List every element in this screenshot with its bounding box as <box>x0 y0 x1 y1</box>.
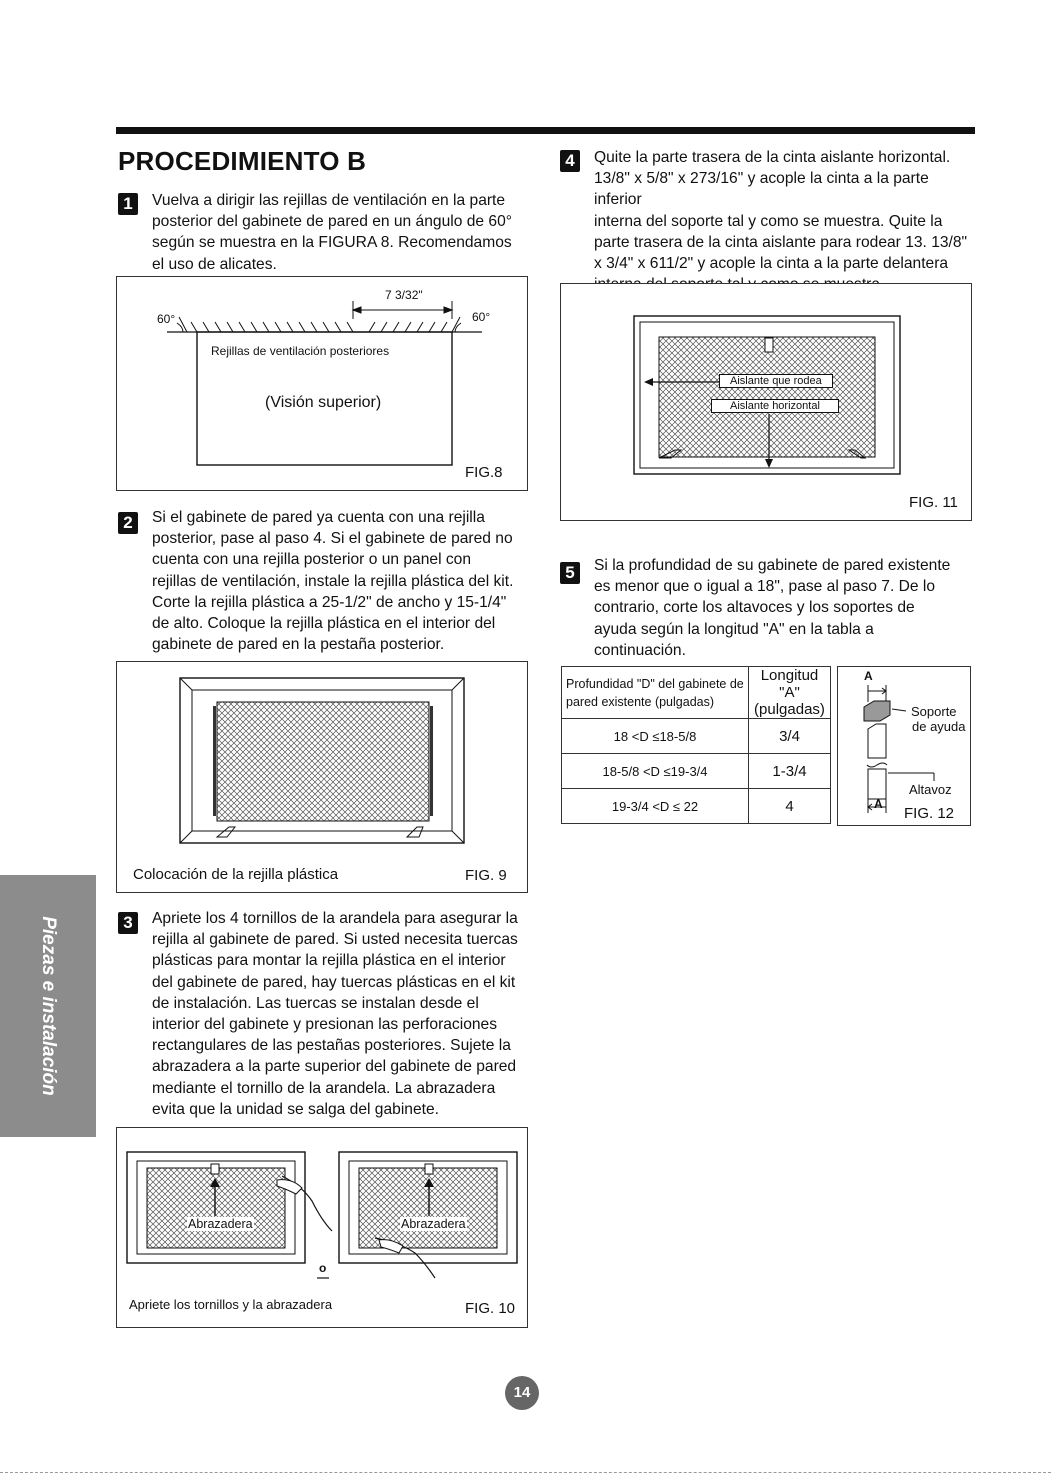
step-1-line: Vuelva a dirigir las rejillas de ventilación en la parte <box>152 192 506 209</box>
table-row <box>562 789 831 824</box>
step-3-line: rectangulares de las pestañas posteriores. Sujete la <box>152 1037 511 1055</box>
step-2-number: 2 <box>118 512 138 534</box>
fig11-surround-label: Aislante que rodea <box>719 374 833 388</box>
fig10-or-label: o <box>319 1261 327 1275</box>
step-4-number: 4 <box>560 150 580 172</box>
table-header-length-line: Longitud "A" <box>760 667 819 701</box>
fig12-support-label-2: de ayuda <box>912 719 966 734</box>
step-3-line: del gabinete de pared, hay tuercas plásticas en el kit <box>152 973 516 991</box>
table-cell-length: 4 <box>749 789 831 824</box>
step-5-line: es menor que o igual a 18", pase al paso 7. De lo <box>594 578 936 596</box>
step-1-number: 1 <box>118 193 138 215</box>
step-4-text <box>594 147 974 295</box>
figure-8-drawing <box>117 277 527 490</box>
table-header-row <box>562 667 831 719</box>
step-4-line: Quite la parte trasera de la cinta aislante horizontal. <box>594 149 951 166</box>
step-1-text <box>152 190 532 275</box>
fig10-caption: Apriete los tornillos y la abrazadera <box>129 1297 333 1312</box>
fig10-clamp-label-right: Abrazadera <box>401 1217 466 1231</box>
figure-8 <box>116 276 528 491</box>
bottom-rule <box>0 1472 1051 1473</box>
step-3-line: plásticas para montar la rejilla plástica en el interior <box>152 952 506 970</box>
fig8-angle-right: 60° <box>472 310 491 324</box>
step-1-line: según se muestra en la FIGURA 8. Recomendamos <box>152 234 512 252</box>
table-header-length-line: (pulgadas) <box>754 701 825 718</box>
figure-12 <box>837 666 971 826</box>
figure-9-drawing <box>117 662 527 892</box>
step-2-line: posterior, pase al paso 4. Si el gabinete de pared no <box>152 530 513 548</box>
step-3-line: de instalación. Las tuercas se instalan desde el <box>152 994 479 1012</box>
step-4-line: interna del soporte tal y como se muestra. Quite la <box>594 212 943 230</box>
depth-table <box>561 666 831 824</box>
step-5-number: 5 <box>560 562 580 584</box>
step-1-line: posterior del gabinete de pared en un ángulo de 60° <box>152 213 512 231</box>
table-header-length <box>749 667 831 719</box>
fig8-label: FIG.8 <box>465 464 503 481</box>
step-5-text <box>594 555 974 661</box>
table-row <box>562 754 831 789</box>
fig9-label: FIG. 9 <box>465 867 507 884</box>
figure-9 <box>116 661 528 893</box>
table-cell-range: 18-5/8 <D ≤19-3/4 <box>562 754 749 789</box>
section-side-tab <box>0 875 96 1137</box>
table-cell-range: 18 <D ≤18-5/8 <box>562 719 749 754</box>
step-4-line: x 3/4" x 611/2" y acople la cinta a la parte delantera <box>594 255 949 273</box>
fig12-a-label-top: A <box>864 669 873 683</box>
step-5-line: Si la profundidad de su gabinete de pared existente <box>594 557 951 574</box>
step-3-line: Apriete los 4 tornillos de la arandela para asegurar la <box>152 910 518 927</box>
page-number: 14 <box>505 1376 539 1410</box>
step-2-line: gabinete de pared en la pestaña posterior. <box>152 636 445 654</box>
step-5-line: ayuda según la longitud "A" en la tabla a <box>594 620 874 638</box>
step-2-text <box>152 507 532 655</box>
fig10-label: FIG. 10 <box>465 1300 516 1317</box>
step-2-line: Si el gabinete de pared ya cuenta con una rejilla <box>152 509 485 526</box>
step-3-line: rejilla al gabinete de pared. Si usted necesita tuercas <box>152 931 518 949</box>
step-5-line: contrario, corte los altavoces y los soportes de <box>594 599 915 617</box>
fig11-label: FIG. 11 <box>909 494 958 511</box>
step-2-line: cuenta con una rejilla posterior o un panel con <box>152 551 472 569</box>
figure-11 <box>560 283 972 521</box>
step-3-line: abrazadera a la parte superior del gabinete de pared <box>152 1058 517 1076</box>
step-5-line: continuación. <box>594 641 686 659</box>
step-3-line: evita que la unidad se salga del gabinete. <box>152 1100 439 1118</box>
fig12-speaker-label: Altavoz <box>909 782 952 797</box>
fig10-clamp-label-left: Abrazadera <box>188 1217 253 1231</box>
fig12-label: FIG. 12 <box>904 805 955 822</box>
step-3-text <box>152 908 532 1120</box>
table-cell-range: 19-3/4 <D ≤ 22 <box>562 789 749 824</box>
fig8-vents-label: Rejillas de ventilación posteriores <box>211 344 390 358</box>
fig11-horizontal-label: Aislante horizontal <box>711 399 839 413</box>
page-title: PROCEDIMIENTO B <box>118 146 367 176</box>
fig8-angle-left: 60° <box>157 312 176 326</box>
figure-12-drawing <box>838 667 970 825</box>
table-cell-length: 3/4 <box>749 719 831 754</box>
figure-10 <box>116 1127 528 1328</box>
step-3-line: mediante el tornillo de la arandela. La abrazadera <box>152 1079 496 1097</box>
side-tab-label: Piezas e instalación <box>38 916 59 1096</box>
step-1-line: el uso de alicates. <box>152 255 277 273</box>
step-3-line: interior del gabinete y presionan las perforaciones <box>152 1016 498 1034</box>
step-4-line: 13/8" x 5/8" x 273/16" y acople la cinta a la parte inferior <box>594 170 929 209</box>
fig12-support-label-1: Soporte <box>911 704 957 719</box>
table-header-depth: Profundidad "D" del gabinete de pared existente (pulgadas) <box>562 667 749 719</box>
step-3-number: 3 <box>118 912 138 934</box>
fig9-caption: Colocación de la rejilla plástica <box>133 866 339 883</box>
step-2-line: Corte la rejilla plástica a 25-1/2" de ancho y 15-1/4" <box>152 593 507 611</box>
step-2-line: rejillas de ventilación, instale la rejilla plástica del kit. <box>152 572 514 590</box>
step-4-line: parte trasera de la cinta aislante para rodear 13. 13/8" <box>594 233 968 251</box>
step-2-line: de alto. Coloque la rejilla plástica en el interior del <box>152 615 496 633</box>
table-row <box>562 719 831 754</box>
top-rule <box>116 127 975 134</box>
table-cell-length: 1-3/4 <box>749 754 831 789</box>
fig8-dimension: 7 3/32" <box>385 288 423 302</box>
fig12-a-label-bottom: A <box>874 797 883 811</box>
fig8-view-label: (Visión superior) <box>265 394 382 411</box>
